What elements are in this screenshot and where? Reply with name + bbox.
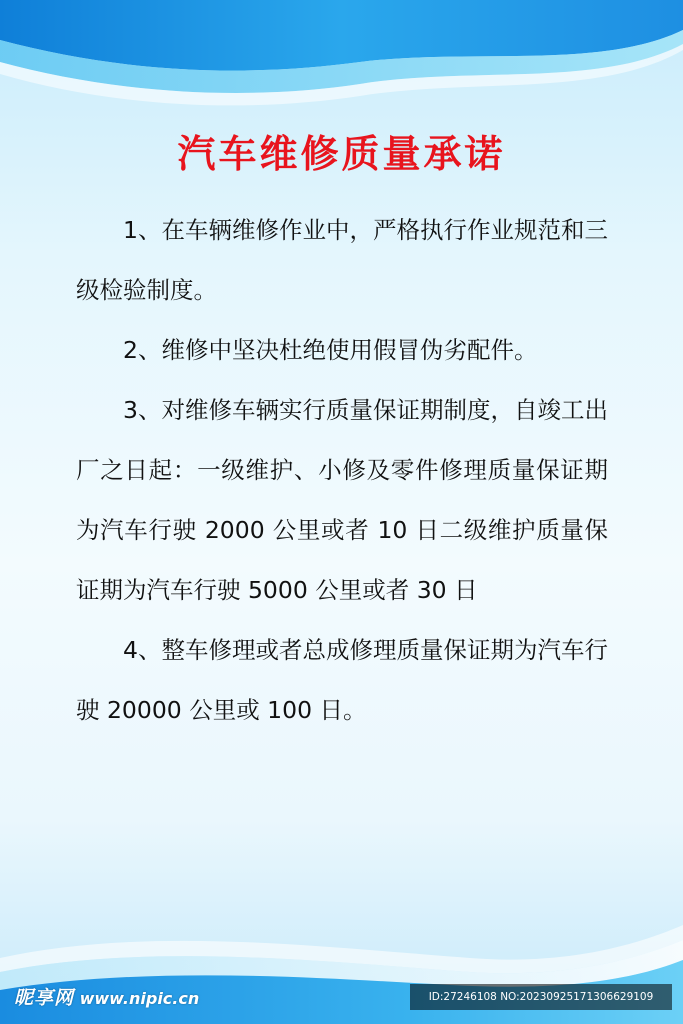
commitment-item-4: 4、整车修理或者总成修理质量保证期为汽车行驶 20000 公里或 100 日。 <box>76 636 608 724</box>
watermark-brand: 昵享网 <box>14 987 75 1009</box>
commitment-item-3: 3、对维修车辆实行质量保证期制度，自竣工出厂之日起：一级维护、小修及零件修理质量保证期为汽车行驶 2000 公里或者 10 日二级维护质量保证期为汽车行驶 5000 公里或者 30 日 <box>76 396 608 604</box>
watermark-site: www.nipic.cn <box>79 989 200 1008</box>
commitment-item-1: 1、在车辆维修作业中，严格执行作业规范和三级检验制度。 <box>76 216 608 304</box>
commitment-item-2: 2、维修中坚决杜绝使用假冒伪劣配件。 <box>123 336 538 364</box>
watermark-id-badge: ID:27246108 NO:20230925171306629109 <box>410 984 672 1010</box>
commitment-list <box>76 200 608 740</box>
watermark-logo <box>14 984 199 1012</box>
poster-title: 汽车维修质量承诺 <box>177 132 506 176</box>
